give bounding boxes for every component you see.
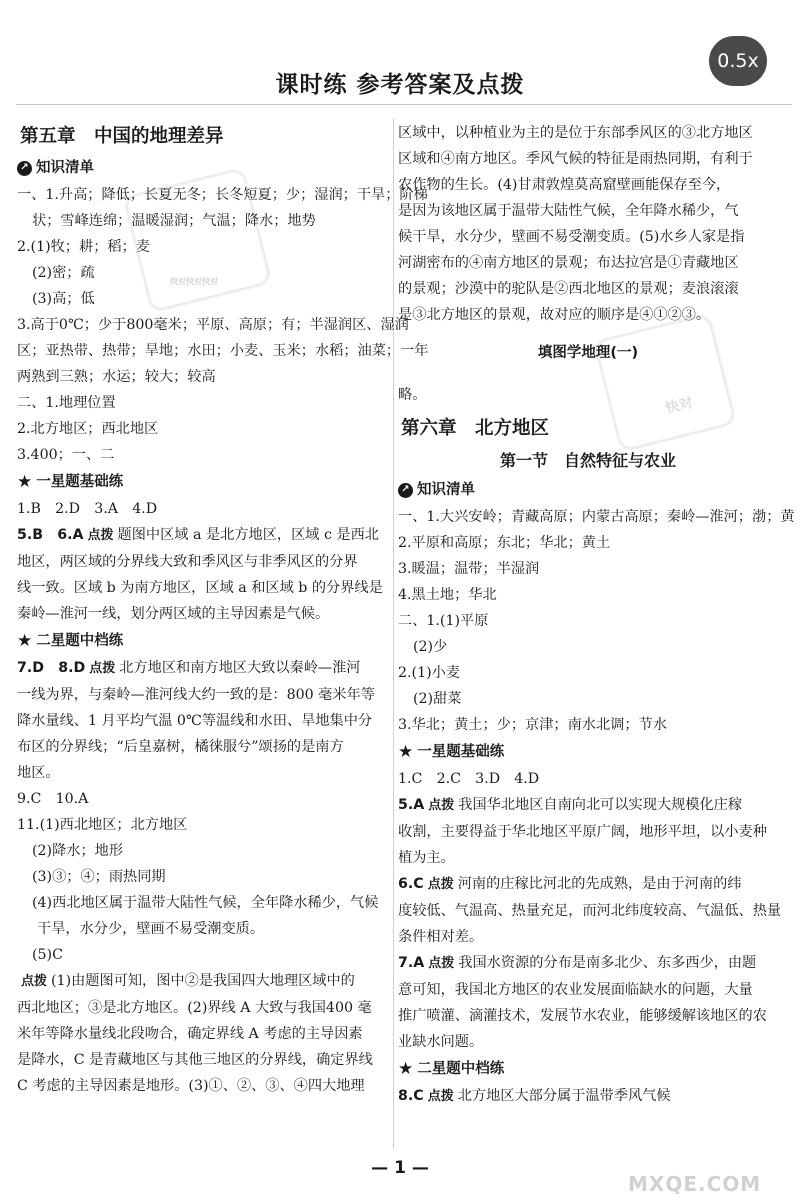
subsection-heading bbox=[398, 1055, 778, 1083]
answer-text: 我国水资源的分布是南多北少、东多西少，由题 bbox=[458, 955, 757, 971]
subsection-label: 二星题中档练 bbox=[36, 633, 124, 649]
star-icon: ★ bbox=[398, 1058, 414, 1079]
column-divider bbox=[393, 118, 394, 1149]
answer-text: 条件相对差。 bbox=[398, 929, 484, 945]
answer-text: 区；亚热带、热带；旱地；水田；小麦、玉米；水稻；油菜；一年 bbox=[17, 343, 429, 359]
answer-text: 地区，两区域的分界线大致和季风区与非季风区的分界 bbox=[17, 554, 358, 570]
answer-text: 11.(1)西北地区；北方地区 bbox=[17, 817, 188, 833]
hint-label: 点拨 bbox=[87, 528, 114, 543]
hint-label: 点拨 bbox=[427, 877, 454, 892]
answer-line bbox=[17, 1047, 387, 1073]
answer-line: 是因为该地区属于温带大陆性气候，全年降水稀少，气 bbox=[398, 203, 739, 219]
answer-text: 3.高于0℃；少于800毫米；平原、高原；有；半湿润区、湿润 bbox=[17, 317, 409, 333]
answer-line bbox=[17, 838, 387, 864]
answer-line: 是③北方地区的景观，故对应的顺序是④①②③。 bbox=[398, 307, 711, 323]
answer-line bbox=[17, 916, 387, 942]
answer-line: 区域和④南方地区。季风气候的特征是雨热同期，有利于 bbox=[398, 151, 753, 167]
answer-line bbox=[17, 234, 387, 260]
answer-line bbox=[398, 504, 795, 530]
answer-line bbox=[17, 1021, 387, 1047]
answer-text: 植为主。 bbox=[398, 850, 455, 866]
answer-text: (2)甜菜 bbox=[413, 691, 462, 707]
answer-text: 地区。 bbox=[17, 765, 60, 781]
answer-line: 候干旱，水分少，壁画不易受潮变质。(5)水乡人家是指 bbox=[398, 229, 745, 245]
answer-line bbox=[398, 686, 778, 712]
answer-line bbox=[17, 890, 387, 916]
answer-line bbox=[398, 950, 778, 977]
answer-text: 二、1.(1)平原 bbox=[398, 613, 489, 629]
answer-text: 2.北方地区；西北地区 bbox=[17, 421, 159, 437]
answer-text: 一、1.升高；降低；长夏无冬；长冬短夏；少；湿润；干旱；阶梯 bbox=[17, 187, 428, 203]
answer-line bbox=[398, 582, 778, 608]
answer-text: 西北地区；③是北方地区。(2)界线 A 大致与我国400 毫 bbox=[17, 1000, 372, 1016]
answer-line bbox=[398, 1083, 778, 1110]
answer-text: (4)西北地区属于温带大陆性气候，全年降水稀少，气候 bbox=[32, 895, 379, 911]
answer-number: 5.B 6.A bbox=[17, 527, 84, 543]
star-icon: ★ bbox=[17, 630, 33, 651]
subsection-label: 知识清单 bbox=[417, 482, 475, 498]
answer-line bbox=[17, 1073, 387, 1099]
answer-line bbox=[17, 442, 387, 468]
answer-text: 干旱，水分少，壁画不易受潮变质。 bbox=[37, 921, 265, 937]
answer-number: 8.C bbox=[398, 1088, 424, 1104]
answer-text: 线一致。区域 b 为南方地区，区域 a 和区域 b 的分界线是 bbox=[17, 580, 383, 596]
subsection-label: 知识清单 bbox=[36, 160, 94, 176]
answer-line bbox=[17, 364, 387, 390]
answer-text: 秦岭—淮河一线，划分两区域的主导因素是气候。 bbox=[17, 606, 330, 622]
answer-text: 推广喷灌、滴灌技术，发展节水农业，能够缓解该地区的农 bbox=[398, 1008, 767, 1024]
answer-text: 北方地区和南方地区大致以秦岭—淮河 bbox=[119, 660, 361, 676]
knowledge-list-icon: ↗ bbox=[398, 483, 413, 498]
answer-text: (1)由题图可知，图中②是我国四大地理区域中的 bbox=[51, 973, 355, 989]
hint-label: 点拨 bbox=[89, 661, 116, 676]
subsection-label: 一星题基础练 bbox=[417, 744, 505, 760]
answer-text: (3)高；低 bbox=[32, 291, 95, 307]
answer-line bbox=[398, 556, 778, 582]
page-title: 课时练 参考答案及点拨 bbox=[275, 72, 525, 98]
answer-line bbox=[17, 708, 387, 734]
answer-line bbox=[17, 760, 387, 786]
answer-text: 状；雪峰连绵；温暖湿润；气温；降水；地势 bbox=[32, 213, 316, 229]
right-answer-list bbox=[398, 476, 795, 1110]
answer-text: 2.(1)小麦 bbox=[398, 665, 461, 681]
answer-line bbox=[17, 734, 387, 760]
answer-line bbox=[17, 575, 387, 601]
answer-line bbox=[17, 864, 387, 890]
knowledge-list-icon: ↗ bbox=[17, 161, 32, 176]
answer-line bbox=[17, 995, 387, 1021]
answer-text: 河南的庄稼比河北的先成熟，是由于河南的纬 bbox=[457, 876, 742, 892]
subsection-heading bbox=[17, 627, 387, 655]
answer-text: 1.B 2.D 3.A 4.D bbox=[17, 501, 158, 517]
answer-line bbox=[17, 968, 387, 995]
answer-line bbox=[398, 898, 782, 924]
answer-number: 7.D 8.D bbox=[17, 660, 86, 676]
answer-text: 收割，主要得益于华北地区平原广阔，地形平坦，以小麦种 bbox=[398, 824, 767, 840]
answer-text: 我国华北地区自南向北可以实现大规模化庄稼 bbox=[458, 797, 743, 813]
subsection-label: 一星题基础练 bbox=[36, 474, 124, 490]
watermark-stamp-right-text: 快对 bbox=[663, 394, 695, 418]
page-number: — 1 — bbox=[371, 1158, 429, 1178]
answer-line bbox=[17, 682, 387, 708]
answer-line: 农作物的生长。(4)甘肃敦煌莫高窟壁画能保存至今， bbox=[398, 177, 731, 193]
section-heading: 第一节 自然特征与农业 bbox=[499, 451, 676, 470]
answer-line bbox=[398, 845, 778, 871]
answer-text: 两熟到三熟；水运；较大；较高 bbox=[17, 369, 216, 385]
answer-number: 7.A bbox=[398, 955, 425, 971]
answer-line bbox=[17, 812, 387, 838]
answer-text: 9.C 10.A bbox=[17, 791, 89, 807]
hint-label: 点拨 bbox=[428, 798, 455, 813]
answer-line bbox=[398, 660, 778, 686]
answer-line: 河湖密布的④南方地区的景观；布达拉宫是①青藏地区 bbox=[398, 255, 739, 271]
subsection-heading bbox=[17, 468, 387, 496]
answer-text: 米年等降水量线北段吻合，确定界线 A 考虑的主导因素 bbox=[17, 1026, 363, 1042]
answer-line bbox=[17, 338, 429, 364]
answer-text: 意可知，我国北方地区的农业发展面临缺水的问题，大量 bbox=[398, 982, 753, 998]
watermark-site: MXQE.COM bbox=[628, 1172, 762, 1196]
zoom-level-button[interactable]: 0.5x bbox=[709, 36, 767, 86]
answer-text: 一线为界，与秦岭—淮河线大约一致的是：800 毫米年等 bbox=[17, 687, 375, 703]
subsection-label: 二星题中档练 bbox=[417, 1061, 505, 1077]
subsection-heading bbox=[398, 738, 778, 766]
answer-line bbox=[398, 792, 778, 819]
answer-text: 北方地区大部分属于温带季风气候 bbox=[457, 1088, 671, 1104]
answer-line bbox=[398, 1003, 778, 1029]
answer-line bbox=[398, 871, 778, 898]
answer-text: (2)密；疏 bbox=[32, 265, 95, 281]
answer-text: 3.华北；黄土；少；京津；南水北调；节水 bbox=[398, 717, 667, 733]
answer-line bbox=[17, 942, 387, 968]
answer-text: (3)③；④；雨热同期 bbox=[32, 869, 166, 885]
answer-line bbox=[398, 977, 778, 1003]
answer-line bbox=[17, 416, 387, 442]
fill-map-heading: 填图学地理(一) bbox=[537, 345, 639, 361]
subsection-heading bbox=[398, 476, 778, 504]
subsection-heading bbox=[17, 154, 387, 182]
answer-line bbox=[398, 819, 778, 845]
hint-label: 点拨 bbox=[427, 1089, 454, 1104]
answer-text: 布区的分界线；“后皇嘉树，橘徕服兮”颂扬的是南方 bbox=[17, 739, 344, 755]
answer-text: 2.平原和高原；东北；华北；黄土 bbox=[398, 535, 611, 551]
answer-text: C 考虑的主导因素是地形。(3)①、②、③、④四大地理 bbox=[17, 1078, 365, 1094]
answer-line bbox=[17, 496, 387, 522]
star-icon: ★ bbox=[17, 471, 33, 492]
answer-line bbox=[398, 712, 778, 738]
page-header bbox=[0, 0, 800, 112]
right-column bbox=[398, 120, 795, 1110]
answer-line bbox=[398, 924, 778, 950]
answer-line bbox=[398, 1029, 778, 1055]
watermark-stamp-caption: 快对快对快对 bbox=[170, 277, 218, 286]
answer-number: 5.A bbox=[398, 797, 425, 813]
answer-line bbox=[17, 286, 387, 312]
answer-line bbox=[17, 260, 387, 286]
answer-text: (2)少 bbox=[413, 639, 448, 655]
answer-line bbox=[17, 312, 409, 338]
answer-line: 区域中，以种植业为主的是位于东部季风区的③北方地区 bbox=[398, 125, 753, 141]
answer-line bbox=[398, 530, 778, 556]
answer-text: 3.400；一、二 bbox=[17, 447, 115, 463]
answer-text: 2.(1)牧；耕；稻；麦 bbox=[17, 239, 150, 255]
answer-text: 业缺水问题。 bbox=[398, 1034, 484, 1050]
omitted-note: 略。 bbox=[398, 387, 427, 403]
answer-number: 6.C bbox=[398, 876, 424, 892]
answer-text: 度较低、气温高、热量充足，而河北纬度较高、气温低、热量 bbox=[398, 903, 782, 919]
answer-text: 降水量线、1 月平均气温 0℃等温线和水田、旱地集中分 bbox=[17, 713, 373, 729]
header-divider bbox=[16, 104, 792, 105]
answer-text: 题图中区域 a 是北方地区，区域 c 是西北 bbox=[117, 527, 379, 543]
answer-text: (5)C bbox=[32, 947, 63, 963]
chapter-heading: 第五章 中国的地理差异 bbox=[20, 126, 224, 147]
answer-line bbox=[398, 608, 778, 634]
answer-line bbox=[17, 655, 387, 682]
answer-text: 是降水，C 是青藏地区与其他三地区的分界线，确定界线 bbox=[17, 1052, 373, 1068]
answer-line bbox=[17, 786, 387, 812]
chapter-heading: 第六章 北方地区 bbox=[401, 418, 550, 439]
answer-line bbox=[17, 390, 387, 416]
hint-label: 点拨 bbox=[21, 974, 48, 989]
answer-line bbox=[398, 766, 778, 792]
answer-line bbox=[17, 182, 428, 208]
answer-text: 二、1.地理位置 bbox=[17, 395, 116, 411]
answer-text: (2)降水；地形 bbox=[32, 843, 124, 859]
answer-line bbox=[17, 549, 387, 575]
hint-label: 点拨 bbox=[428, 956, 455, 971]
answer-text: 1.C 2.C 3.D 4.D bbox=[398, 771, 540, 787]
answer-line bbox=[398, 634, 778, 660]
answer-text: 4.黑土地；华北 bbox=[398, 587, 497, 603]
answer-text: 一、1.大兴安岭；青藏高原；内蒙古高原；秦岭—淮河；渤；黄 bbox=[398, 509, 795, 525]
answer-line bbox=[17, 208, 387, 234]
answer-line: 的景观；沙漠中的驼队是②西北地区的景观；麦浪滚滚 bbox=[398, 281, 739, 297]
right-continued-text bbox=[398, 120, 778, 328]
answer-line bbox=[17, 601, 387, 627]
answer-text: 3.暖温；温带；半湿润 bbox=[398, 561, 540, 577]
star-icon: ★ bbox=[398, 741, 414, 762]
answer-line bbox=[17, 522, 387, 549]
